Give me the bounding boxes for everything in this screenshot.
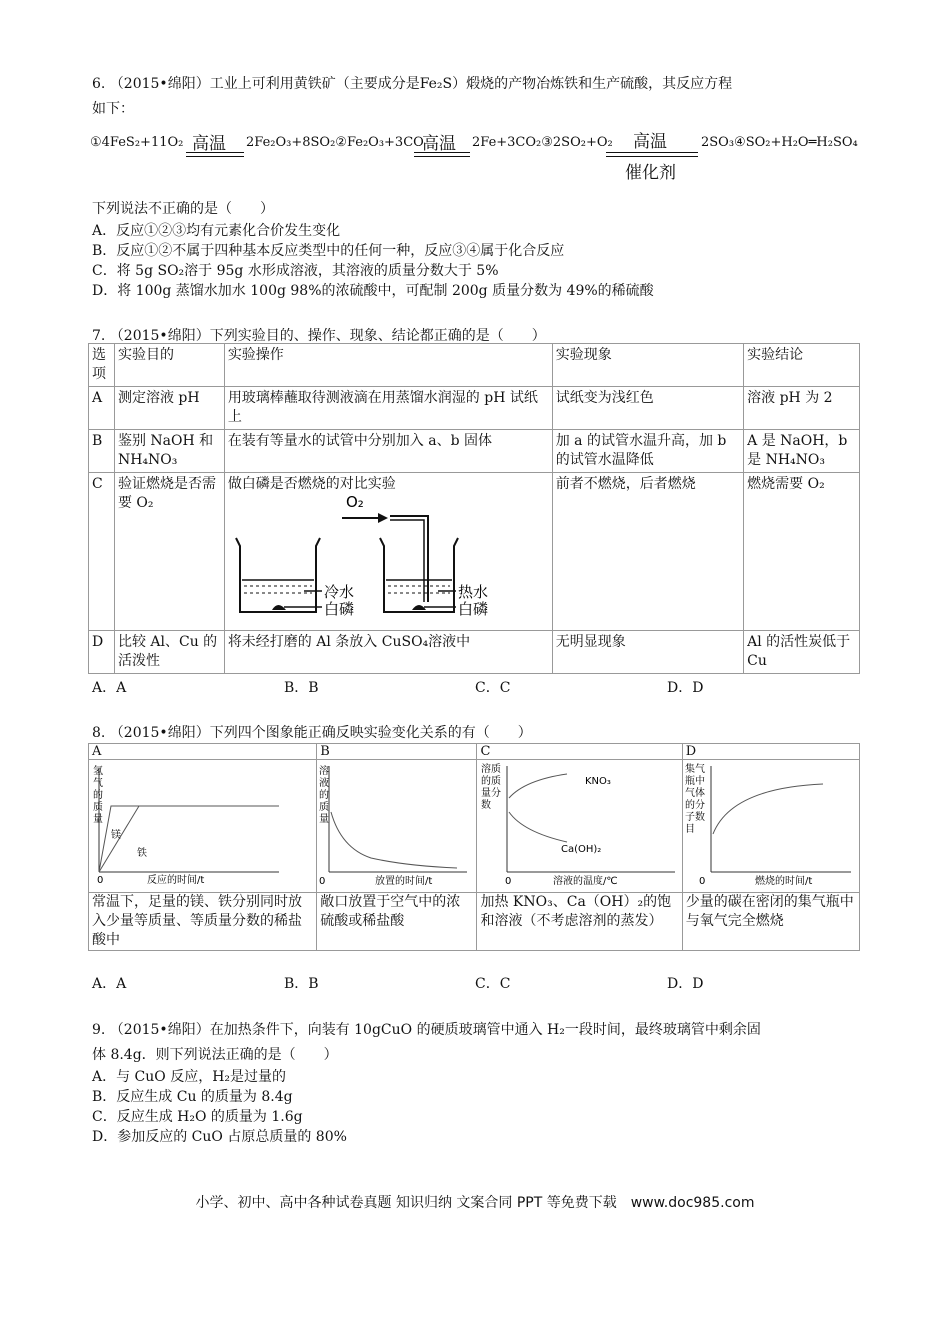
q6-eq-bar-3 [606, 152, 698, 157]
table-cell: A 是 NaOH，b 是 NH₄NO₃ [744, 430, 860, 473]
q6-stem: 6. （2015•绵阳）工业上可利用黄铁矿（主要成分是Fe₂S）煅烧的产物冶炼铁和生产硫酸，其反应方程 [92, 76, 733, 92]
y-axis-label: 数 [481, 800, 492, 811]
x-axis-label: 反应的时间/t [147, 875, 205, 886]
table-header-cell: 实验现象 [552, 344, 743, 387]
x-axis-label: 燃烧的时间/t [754, 876, 813, 886]
y-axis-label: 液 [319, 778, 330, 789]
gas-tube [390, 516, 428, 602]
graph-a [89, 760, 315, 886]
table-cell: B [89, 430, 115, 473]
y-axis-label: 的质 [481, 776, 502, 787]
q6-eq-4: 2SO₃④SO₂+H₂O═H₂SO₄ [701, 135, 858, 150]
table-cell-text: 做白磷是否燃烧的对比实验 [227, 476, 396, 492]
table-cell: 试纸变为浅红色 [552, 387, 743, 430]
table-header-cell: B [317, 744, 477, 760]
table-row [89, 893, 860, 951]
phosphorus-experiment-figure [228, 494, 518, 622]
y-axis-label: 目 [684, 824, 695, 835]
label-mg: 镁 [111, 830, 121, 841]
y-axis-label: 瓶中 [684, 776, 705, 787]
table-cell [89, 760, 317, 893]
table-cell: 加热 KNO₃、Ca（OH）₂的饱和溶液（不考虑溶剂的蒸发） [477, 893, 682, 951]
y-axis-label: 量 [93, 814, 103, 825]
q8-option-d: D．D [667, 976, 704, 992]
page-footer: 小学、初中、高中各种试卷真题 知识归纳 文案合同 PPT 等免费下载 www.doc985.com [195, 1195, 755, 1211]
q7-option-c: C．C [475, 680, 511, 696]
table-cell: 在装有等量水的试管中分别加入 a、b 固体 [224, 430, 552, 473]
series-kno3 [509, 774, 567, 798]
table-cell: A [89, 387, 115, 430]
table-cell: 常温下，足量的镁、铁分别同时放入少量等质量、等质量分数的稀盐酸中 [89, 893, 317, 951]
label-fe: 铁 [137, 848, 147, 859]
y-axis-label: 量 [319, 814, 330, 825]
label-white-phosphorus-right: 白磷 [457, 600, 488, 618]
table-cell: 少量的碳在密闭的集气瓶中与氧气完全燃烧 [682, 893, 859, 951]
series-solution-mass [331, 812, 457, 868]
o2-arrow-head [378, 513, 388, 523]
q6-cond-3: 高温 [633, 132, 667, 152]
q6-question: 下列说法不正确的是（ ） [92, 201, 274, 217]
q6-cond-2: 高温 [422, 134, 456, 154]
table-header-cell: 实验目的 [114, 344, 224, 387]
table-cell: 将未经打磨的 Al 条放入 CuSO₄溶液中 [224, 631, 552, 674]
q6-option-c: C．将 5g SO₂溶于 95g 水形成溶液，其溶液的质量分数大于 5% [92, 263, 499, 279]
table-cell: 前者不燃烧，后者燃烧 [552, 473, 743, 631]
table-cell: 用玻璃棒蘸取待测液滴在用蒸馏水润湿的 pH 试纸上 [224, 387, 552, 430]
q9-option-c: C．反应生成 H₂O 的质量为 1.6g [92, 1109, 303, 1125]
q9-option-b: B．反应生成 Cu 的质量为 8.4g [92, 1089, 293, 1105]
q6-eq-bar-1 [186, 152, 244, 157]
q7-table [88, 343, 860, 674]
graph-b [317, 760, 475, 886]
q9-stem: 9. （2015•绵阳）在加热条件下，向装有 10gCuO 的硬质玻璃管中通入 H₂一段时间，最终玻璃管中剩余固 [92, 1022, 761, 1038]
graph-c [477, 760, 680, 886]
y-axis-label: 的 [93, 790, 103, 801]
y-axis-label: 的 [319, 790, 330, 801]
y-axis-label: 质 [319, 802, 330, 813]
series-fe [99, 806, 279, 872]
table-row [89, 760, 860, 893]
label-kno3: KNO₃ [585, 776, 612, 787]
graph-d [683, 760, 858, 886]
white-phosphorus-left [272, 605, 286, 610]
q7-option-d: D．D [667, 680, 704, 696]
table-row [89, 473, 860, 631]
table-cell: 燃烧需要 O₂ [744, 473, 860, 631]
q8-option-b: B．B [284, 976, 319, 992]
table-row [89, 387, 860, 430]
table-cell [682, 760, 859, 893]
q6-option-a: A．反应①②③均有元素化合价发生变化 [92, 223, 341, 239]
label-white-phosphorus-left: 白磷 [323, 600, 354, 618]
label-cold-water: 冷水 [323, 583, 354, 601]
y-axis-label: 量分 [481, 788, 502, 799]
q8-option-a: A．A [92, 976, 127, 992]
table-header-row [89, 744, 860, 760]
table-cell: 溶液 pH 为 2 [744, 387, 860, 430]
table-header-cell: 选项 [89, 344, 115, 387]
label-caoh2: Ca(OH)₂ [561, 844, 602, 855]
q6-cond-catalyst: 催化剂 [625, 163, 676, 183]
table-header-row [89, 344, 860, 387]
q8-table [88, 743, 860, 951]
q6-eq-2: 2Fe₂O₃+8SO₂②Fe₂O₃+3CO [246, 135, 424, 150]
origin-label: 0 [319, 876, 326, 886]
y-axis-label: 的分 [684, 800, 705, 811]
y-axis-label: 溶 [319, 766, 330, 777]
q6-eq-1: ①4FeS₂+11O₂ [90, 135, 184, 150]
y-axis-label: 氢 [93, 766, 103, 777]
y-axis-label: 气 [93, 778, 103, 789]
origin-label: 0 [97, 875, 104, 886]
y-axis-label: 气体 [684, 788, 705, 799]
table-cell: 加 a 的试管水温升高，加 b 的试管水温降低 [552, 430, 743, 473]
table-cell [477, 760, 682, 893]
q6-cond-1: 高温 [192, 134, 226, 154]
table-row [89, 430, 860, 473]
table-header-cell: 实验操作 [224, 344, 552, 387]
q8-option-c: C．C [475, 976, 511, 992]
table-cell: 鉴别 NaOH 和 NH₄NO₃ [114, 430, 224, 473]
table-header-cell: C [477, 744, 682, 760]
table-cell: 测定溶液 pH [114, 387, 224, 430]
table-cell [224, 473, 552, 631]
y-axis-label: 集气 [684, 764, 705, 775]
q9-option-d: D．参加反应的 CuO 占原总质量的 80% [92, 1129, 347, 1145]
q7-option-b: B．B [284, 680, 319, 696]
q6-eq-3: 2Fe+3CO₂③2SO₂+O₂ [472, 135, 613, 150]
table-header-cell: 实验结论 [744, 344, 860, 387]
origin-label: 0 [505, 876, 512, 886]
table-cell: C [89, 473, 115, 631]
y-axis-label: 子数 [684, 812, 705, 823]
white-phosphorus-right [412, 605, 426, 610]
q7-option-a: A．A [92, 680, 127, 696]
table-cell: 无明显现象 [552, 631, 743, 674]
x-axis-label: 溶液的温度/℃ [553, 876, 619, 886]
beaker-left [236, 538, 320, 612]
q8-stem: 8. （2015•绵阳）下列四个图象能正确反映实验变化关系的有（ ） [92, 725, 532, 741]
label-o2: O₂ [345, 494, 364, 511]
beaker-right [380, 538, 458, 612]
table-header-cell: D [682, 744, 859, 760]
table-row [89, 631, 860, 674]
origin-label: 0 [698, 876, 706, 886]
q6-eq-bar-2 [414, 152, 470, 157]
table-cell: 敞口放置于空气中的浓硫酸或稀盐酸 [317, 893, 477, 951]
q7-stem: 7. （2015•绵阳）下列实验目的、操作、现象、结论都正确的是（ ） [92, 328, 546, 344]
q6-option-b: B．反应①②不属于四种基本反应类型中的任何一种，反应③④属于化合反应 [92, 243, 565, 259]
q6-stem-cont: 如下： [92, 101, 134, 117]
y-axis-label: 溶质 [481, 764, 502, 775]
table-cell [317, 760, 477, 893]
series-caoh2 [509, 812, 567, 842]
q9-stem-cont: 体 8.4g．则下列说法正确的是（ ） [92, 1047, 338, 1063]
table-cell: Al 的活性炭低于 Cu [744, 631, 860, 674]
y-axis-label: 质 [93, 802, 103, 813]
q9-option-a: A．与 CuO 反应，H₂是过量的 [92, 1069, 287, 1085]
x-axis-label: 放置的时间/t [375, 876, 433, 886]
table-cell: 比较 Al、Cu 的活泼性 [114, 631, 224, 674]
table-cell: D [89, 631, 115, 674]
q6-option-d: D．将 100g 蒸馏水加水 100g 98%的浓硫酸中，可配制 200g 质量分数为 49%的稀硫酸 [92, 283, 654, 299]
table-cell: 验证燃烧是否需要 O₂ [114, 473, 224, 631]
label-hot-water: 热水 [457, 583, 488, 601]
series-molecules [713, 784, 823, 834]
table-header-cell: A [89, 744, 317, 760]
gas-tube-inner [390, 520, 424, 602]
